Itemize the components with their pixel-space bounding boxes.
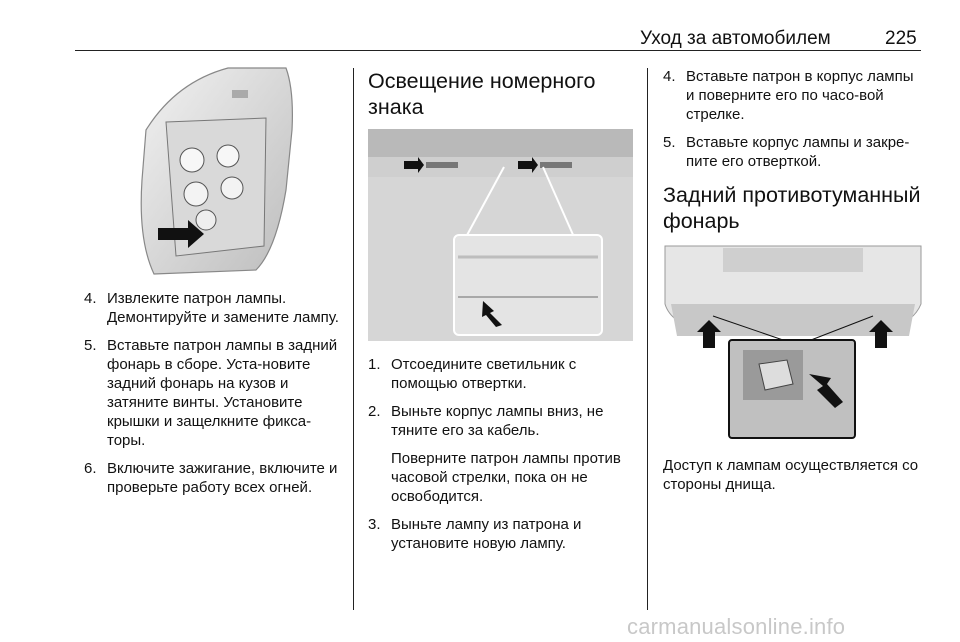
- list-item: 4. Извлеките патрон лампы. Демонтируйте и замените лампу.: [84, 290, 339, 326]
- fog-lamp-figure: [663, 244, 925, 442]
- list-item: 2. Выньте корпус лампы вниз, не тяните его за кабель. Поверните патрон лампы против часовой стрелки, пока он не освободится.: [368, 402, 633, 506]
- middle-column: [368, 60, 633, 562]
- list-item: 5. Вставьте корпус лампы и закре-пите его отверткой.: [663, 134, 910, 170]
- list-item: 4. Вставьте патрон в корпус лампы и поверните его по часо-вой стрелке.: [663, 68, 914, 123]
- step-note: Поверните патрон лампы против часовой стрелки, пока он не освободится.: [391, 450, 621, 505]
- licence-lamp-figure: [368, 129, 633, 341]
- tail-lamp-figure: [136, 60, 296, 275]
- tail-lamp-illustration: [136, 60, 296, 275]
- column-divider: [353, 68, 354, 610]
- list-item: 3. Выньте лампу из патрона и установите новую лампу.: [368, 516, 582, 552]
- left-steps-list: [84, 289, 346, 497]
- page-number: 225: [885, 28, 917, 49]
- header-divider: [75, 50, 921, 51]
- list-item: 6. Включите зажигание, включите и проверьте работу всех огней.: [84, 460, 338, 496]
- fog-lamp-heading: Задний противотуманный фонарь: [663, 183, 921, 233]
- left-column: [84, 60, 346, 506]
- right-column: [663, 67, 925, 494]
- middle-steps-list: [368, 355, 633, 553]
- list-item: 5. Вставьте патрон лампы в задний фонарь в сборе. Уста-новите задний фонарь на кузов и затяните винты. Установите крышки и защелкните фикса-торы.: [84, 337, 338, 449]
- section-title: Уход за автомобилем: [640, 28, 831, 49]
- right-steps-list: [663, 67, 925, 171]
- licence-lamp-illustration: [368, 129, 633, 341]
- fog-lamp-access-text: Доступ к лампам осуществляется со стороны днища.: [663, 457, 919, 493]
- column-divider: [647, 68, 648, 610]
- licence-lamp-heading: Освещение номерного знака: [368, 69, 596, 119]
- watermark: carmanualsonline.info: [627, 614, 846, 639]
- list-item: 1. Отсоедините светильник с помощью отвертки.: [368, 356, 577, 392]
- fog-lamp-illustration: [663, 244, 925, 442]
